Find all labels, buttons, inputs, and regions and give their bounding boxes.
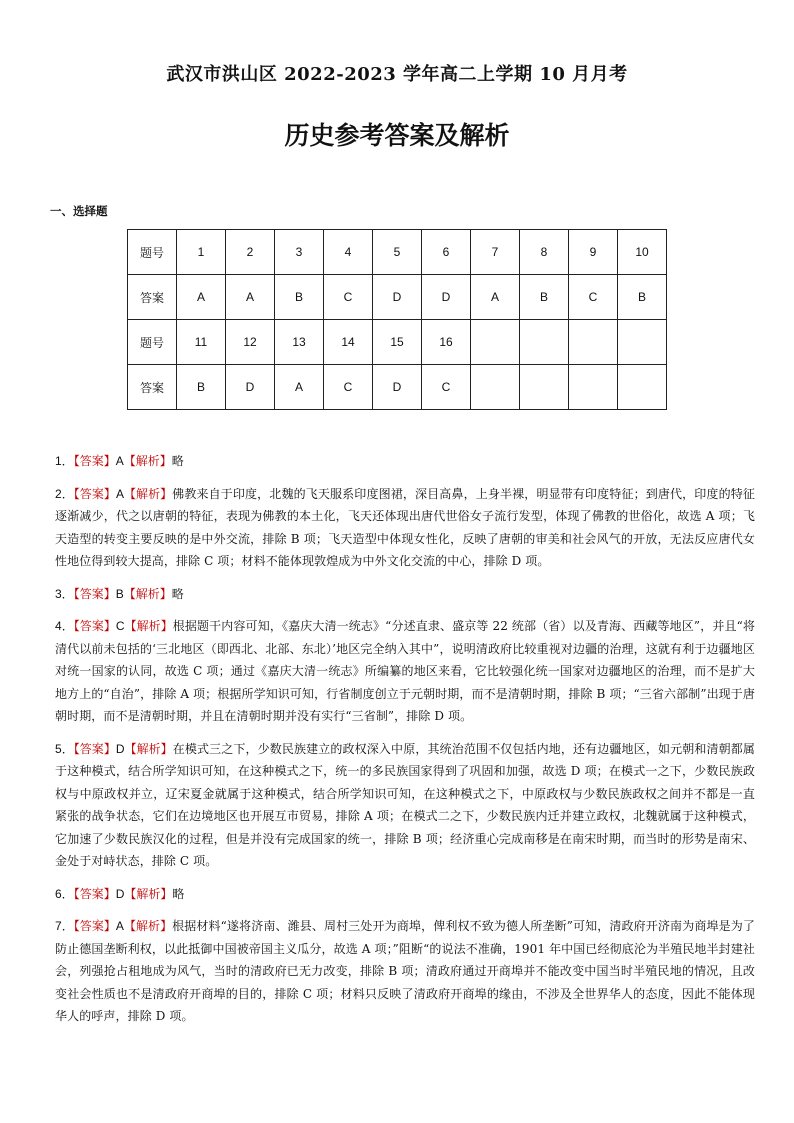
item-explanation: 略 bbox=[171, 454, 184, 468]
table-cell: B bbox=[520, 275, 569, 320]
table-cell: A bbox=[275, 365, 324, 410]
table-cell: C bbox=[569, 275, 618, 320]
analysis-tag: 【解析】 bbox=[123, 586, 172, 601]
analysis-tag: 【解析】 bbox=[124, 886, 173, 901]
table-cell: 8 bbox=[520, 230, 569, 275]
table-cell: 14 bbox=[324, 320, 373, 365]
table-cell: C bbox=[422, 365, 471, 410]
table-cell bbox=[618, 365, 667, 410]
table-cell bbox=[569, 365, 618, 410]
list-item bbox=[55, 583, 755, 606]
analysis-tag: 【解析】 bbox=[124, 619, 173, 633]
item-answer: B bbox=[115, 586, 124, 601]
table-cell bbox=[569, 320, 618, 365]
item-number: 3． bbox=[55, 586, 74, 601]
answer-tag: 【答案】 bbox=[73, 619, 116, 633]
item-answer: A bbox=[115, 486, 124, 501]
table-cell: 15 bbox=[373, 320, 422, 365]
table-cell: 1 bbox=[177, 230, 226, 275]
table-cell: A bbox=[177, 275, 226, 320]
table-cell: 5 bbox=[373, 230, 422, 275]
table-cell: 12 bbox=[226, 320, 275, 365]
table-row bbox=[128, 230, 667, 275]
analysis-tag: 【解析】 bbox=[123, 486, 173, 501]
table-cell: A bbox=[226, 275, 275, 320]
table-row-header: 题号 bbox=[128, 320, 177, 365]
answer-tag: 【答案】 bbox=[73, 886, 116, 901]
analysis-tag: 【解析】 bbox=[123, 454, 172, 468]
table-cell bbox=[520, 365, 569, 410]
table-cell: 13 bbox=[275, 320, 324, 365]
table-cell: D bbox=[226, 365, 275, 410]
table-cell: B bbox=[275, 275, 324, 320]
document-subtitle: 历史参考答案及解析 bbox=[284, 121, 510, 150]
item-answer: D bbox=[115, 886, 125, 901]
analysis-tag: 【解析】 bbox=[124, 741, 173, 756]
table-cell: 16 bbox=[422, 320, 471, 365]
item-number: 4． bbox=[55, 619, 74, 633]
table-row bbox=[128, 320, 667, 365]
table-cell: B bbox=[177, 365, 226, 410]
answer-tag: 【答案】 bbox=[73, 741, 116, 756]
table-cell: D bbox=[373, 365, 422, 410]
table-cell: 3 bbox=[275, 230, 324, 275]
list-item bbox=[55, 615, 755, 728]
table-cell: C bbox=[324, 275, 373, 320]
item-explanation: 根据题干内容可知，《嘉庆大清一统志》“分述直隶、盛京等 22 统部（省）以及青海、西藏等地区”，并且“将清代以前未包括的‘三北地区（即西北、北部、东北）’地区完全纳入其中”，说明清政府比较重视对边疆的治理，这就有利于边疆地区对统一国家的认同，故选 C 项；通过《嘉庆大清一统志》所编纂的地区来看，它比较强化统一国家对边疆地区的治理，而不是扩大地方上的“自治”，排除 A 项；根据所学知识可知，行省制度创立于元朝时期，而不是清朝时期，排除 B 项；“三省六部制”出现于唐朝时期，而不是清朝时期，并且在清朝时期并没有实行“三省制”，排除 D 项。 bbox=[55, 619, 755, 723]
table-cell: D bbox=[373, 275, 422, 320]
table-cell bbox=[520, 320, 569, 365]
table-cell: 2 bbox=[226, 230, 275, 275]
table-cell: 11 bbox=[177, 320, 226, 365]
answer-explanations bbox=[55, 450, 755, 1038]
item-number: 6． bbox=[55, 886, 74, 901]
item-number: 7． bbox=[55, 919, 74, 933]
section-heading: 一、选择题 bbox=[50, 204, 108, 218]
table-row-header: 题号 bbox=[128, 230, 177, 275]
list-item bbox=[55, 915, 755, 1028]
answer-table bbox=[127, 229, 667, 410]
list-item bbox=[55, 738, 755, 873]
table-cell: B bbox=[618, 275, 667, 320]
item-number: 5． bbox=[55, 741, 74, 756]
table-cell: 10 bbox=[618, 230, 667, 275]
table-cell bbox=[618, 320, 667, 365]
table-cell: 4 bbox=[324, 230, 373, 275]
table-row bbox=[128, 275, 667, 320]
document-title: 武汉市洪山区 2022-2023 学年高二上学期 10 月月考 bbox=[166, 64, 628, 85]
item-answer: A bbox=[115, 919, 124, 933]
item-answer: A bbox=[115, 454, 124, 468]
item-explanation: 在模式三之下，少数民族建立的政权深入中原，其统治范围不仅包括内地，还有边疆地区，如元朝和清朝都属于这种模式，结合所学知识可知，在这种模式之下，统一的多民族国家得到了巩固和加强，故选 D 项；在模式一之下，少数民族政权与中原政权并立，辽宋夏金就属于这种模式，结合所学知识可知，在这种模式之下，中原政权与少数民族政权之间并不都是一直紧张的战争状态，它们在边境地区也开展互市贸易，排除 A 项；在模式二之下，少数民族内迁并建立政权，北魏就属于这种模式，它加速了少数民族汉化的过程，但是并没有完成国家的统一，排除 B 项；经济重心完成南移是在南宋时期，而当时的形势是南宋、金处于对峙状态，排除 C 项。 bbox=[55, 741, 755, 868]
answer-tag: 【答案】 bbox=[73, 486, 116, 501]
table-cell: D bbox=[422, 275, 471, 320]
answer-tag: 【答案】 bbox=[73, 454, 116, 468]
item-answer: C bbox=[115, 619, 125, 633]
table-cell: 9 bbox=[569, 230, 618, 275]
table-cell: A bbox=[471, 275, 520, 320]
item-number: 1． bbox=[55, 454, 74, 468]
table-cell bbox=[471, 320, 520, 365]
table-cell: 6 bbox=[422, 230, 471, 275]
table-cell: C bbox=[324, 365, 373, 410]
list-item bbox=[55, 883, 755, 906]
list-item bbox=[55, 483, 755, 573]
answer-tag: 【答案】 bbox=[73, 919, 116, 933]
item-explanation: 根据材料“遂将济南、潍县、周村三处开为商埠，俾利权不致为德人所垄断”可知，清政府开济南为商埠是为了防止德国垄断利权，以此抵御中国被帝国主义瓜分，故选 A 项；”阻断“的说法不准确，1901 年中国已经彻底沦为半殖民地半封建社会，列强抢占租地成为风气，当时的清政府已无力改变，排除 B 项；清政府通过开商埠并不能改变中国当时半殖民地的情况，且改变社会性质也不是清政府开商埠的目的，排除 C 项；材料只反映了清政府开商埠的缘由，不涉及全世界华人的态度，因此不能体现华人的呼声，排除 D 项。 bbox=[55, 919, 755, 1023]
item-answer: D bbox=[115, 741, 125, 756]
table-row bbox=[128, 365, 667, 410]
table-row-header: 答案 bbox=[128, 275, 177, 320]
analysis-tag: 【解析】 bbox=[123, 919, 173, 933]
table-row-header: 答案 bbox=[128, 365, 177, 410]
item-explanation: 佛教来自于印度，北魏的飞天服系印度图裙，深目高鼻，上身半裸，明显带有印度特征；到唐代，印度的特征逐渐减少，代之以唐朝的特征，表现为佛教的本土化，飞天还体现出唐代世俗女子流行发型，体现了佛教的世俗化，故选 A 项；飞天造型的转变主要反映的是中外交流，排除 B 项；飞天造型中体现女性化，反映了唐朝的审美和社会风气的开放，无法反应唐代女性地位得到较大提高，排除 C 项；材料不能体现敦煌成为中外文化交流的中心，排除 D 项。 bbox=[55, 486, 755, 568]
item-explanation: 略 bbox=[171, 586, 184, 601]
table-cell bbox=[471, 365, 520, 410]
item-explanation: 略 bbox=[172, 886, 185, 901]
list-item bbox=[55, 450, 755, 473]
answer-tag: 【答案】 bbox=[73, 586, 116, 601]
item-number: 2． bbox=[55, 486, 74, 501]
table-cell: 7 bbox=[471, 230, 520, 275]
